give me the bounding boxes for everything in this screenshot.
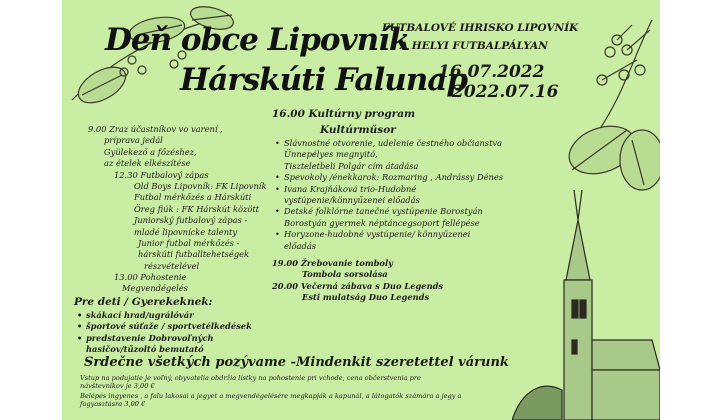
program-item: • Slávnostné otvorenie, udelenie čestného občianstva xyxy=(284,138,503,149)
evening-line: 19.00 Žrebovanie tomboly xyxy=(272,258,393,268)
linden-branch-right-illustration xyxy=(532,20,660,200)
schedule-line: Gyülekező a főzéshez, xyxy=(104,146,197,157)
schedule-line: Megvendégelés xyxy=(122,283,188,294)
event-poster xyxy=(62,0,660,420)
footer-note-hu-2: fogyasztásra 3,00 € xyxy=(80,400,146,408)
schedule-line: Juniorský futbalový zápas - xyxy=(134,215,248,226)
schedule-line: Öreg fiúk : FK Hárskút között xyxy=(134,203,260,214)
kids-heading: Pre deti / Gyerekeknek: xyxy=(74,296,213,308)
evening-line: 20.00 Večerná zábava s Duo Legends xyxy=(272,280,444,291)
footer-note-sk-2: návštevníkov je 3,00 € xyxy=(80,382,155,390)
schedule-line: 12.30 Futbalový zápas xyxy=(114,169,209,180)
schedule-line: Junior futbal mérkőzés - xyxy=(138,237,240,248)
evening-line: Tombola sorsolása xyxy=(302,269,388,280)
left-schedule xyxy=(88,124,266,295)
schedule-line: Futbal mérkőzés a Hárskúti xyxy=(134,192,252,203)
schedule-line: mladé lipovnícke talenty xyxy=(134,226,238,237)
invitation-text: Srdečne všetkých pozývame -Mindenkit szeretettel várunk xyxy=(84,355,509,370)
event-title-hu: Hárskúti Falunap xyxy=(180,62,468,98)
schedule-line: részvételével xyxy=(144,260,200,271)
program-heading-sk: 16.00 Kultúrny program xyxy=(272,108,416,120)
program-heading-hu: Kultúrműsor xyxy=(320,124,396,136)
kids-item: • predstavenie Dobrovoľných xyxy=(86,333,252,344)
schedule-line: az ételek elkészítése xyxy=(104,158,191,169)
program-list xyxy=(284,138,503,252)
date-hu: 2022.07.16 xyxy=(452,82,559,102)
program-item: vystúpenie/könnyűzenei előadás xyxy=(284,194,420,205)
schedule-line: príprava jedál xyxy=(104,135,163,146)
event-title-sk: Deň obce Lipovník xyxy=(105,22,410,58)
program-item: • Ivana Krajňáková trio-Hudobné xyxy=(284,184,503,195)
date-sk: 16.07.2022 xyxy=(438,62,545,82)
program-item: • Horyzone-hudobné vystúpenie/ könnyűzenei xyxy=(284,229,503,240)
footer-note-sk-1: Vstup na podujatie je voľný, obyvatelia obdržia lístky na pohostenie pri vchode, cena občerstvenia pre xyxy=(80,374,421,382)
evening-list xyxy=(272,258,443,304)
linden-branch-left-illustration xyxy=(62,0,262,120)
venue-hu: A HELYI FUTBALPÁLYAN xyxy=(400,40,548,52)
program-item: előadás xyxy=(284,240,317,251)
program-item: Tiszteletbeli Polgár cím átadása xyxy=(284,160,419,171)
schedule-line: 9.00 Zraz účastníkov vo varení , xyxy=(88,124,223,134)
kids-item: • skákací hrad/ugrálóvár xyxy=(86,310,252,321)
program-item: Borostyán gyermek néptáncegsoport fellépése xyxy=(284,217,480,228)
kids-list xyxy=(86,310,252,356)
church-illustration xyxy=(512,190,660,420)
venue-sk: FUTBALOVÉ IHRISKO LIPOVNÍK xyxy=(382,22,579,34)
program-item: • Spevokoly /énekkarok: Rozmaring , Andrássy Dénes xyxy=(284,172,503,183)
program-item: Ünnepélyes megnyitó, xyxy=(284,149,378,160)
footer-note-hu-1: Belépés ingyenes , a falu lakosai a jegyet a megvendégelésére megkapják a kapunál, a látogatók számára a jegy a xyxy=(80,392,462,400)
schedule-line: hárskúti futballtehetségek xyxy=(138,249,250,260)
schedule-line: Old Boys Lipovník: FK Lipovník xyxy=(134,180,267,191)
program-item: • Detské folklórne tanečné vystúpenie Borostyán xyxy=(284,206,503,217)
kids-item: hasičov/tűzoltó bemutató xyxy=(86,344,204,355)
evening-line: Esti mulatság Duo Legends xyxy=(302,292,430,303)
kids-item: • športové súťaže / sportvetélkedések xyxy=(86,321,252,332)
schedule-line: 13.00 Pohostenie xyxy=(114,272,187,283)
